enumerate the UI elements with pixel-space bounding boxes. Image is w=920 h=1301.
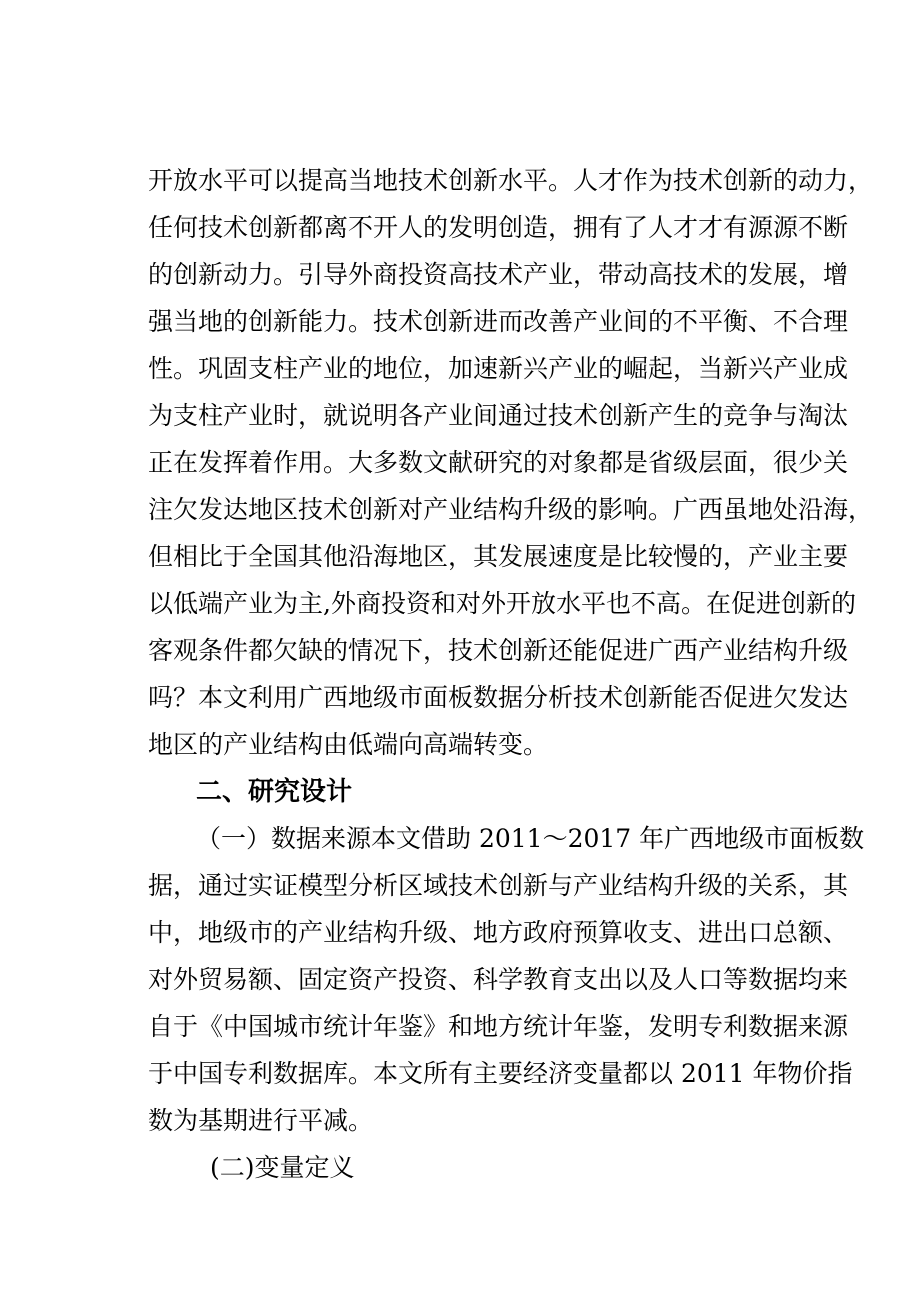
body-text-line: 中，地级市的产业结构升级、地方政府预算收支、进出口总额、: [148, 918, 849, 947]
body-text-line: 对外贸易额、固定资产投资、科学教育支出以及人口等数据均来: [148, 965, 849, 994]
body-text-line: 任何技术创新都离不开人的发明创造，拥有了人才才有源源不断: [148, 213, 849, 242]
body-text-line: 自于《中国城市统计年鉴》和地方统计年鉴，发明专利数据来源: [148, 1012, 849, 1041]
body-text-line: 强当地的创新能力。技术创新进而改善产业间的不平衡、不合理: [148, 307, 849, 336]
body-text-line: 吗？本文利用广西地级市面板数据分析技术创新能否促进欠发达: [148, 683, 849, 712]
body-text-line: 注欠发达地区技术创新对产业结构升级的影响。广西虽地处沿海，: [148, 495, 874, 524]
body-text-line: 正在发挥着作用。大多数文献研究的对象都是省级层面，很少关: [148, 448, 849, 477]
body-text-line: 但相比于全国其他沿海地区，其发展速度是比较慢的，产业主要: [148, 542, 849, 571]
section-heading: 二、研究设计: [196, 777, 353, 807]
body-text-line: 开放水平可以提高当地技术创新水平。人才作为技术创新的动力，: [148, 166, 874, 195]
body-text-line: 据，通过实证模型分析区域技术创新与产业结构升级的关系，其: [148, 871, 849, 900]
body-text-line: 地区的产业结构由低端向高端转变。: [148, 730, 549, 759]
paragraph-first-line: （一）数据来源本文借助 2011～2017 年广西地级市面板数: [196, 824, 865, 853]
body-text-line: 的创新动力。引导外商投资高技术产业，带动高技术的发展，增: [148, 260, 849, 289]
body-text-line: 于中国专利数据库。本文所有主要经济变量都以 2011 年物价指: [148, 1059, 853, 1088]
body-text-line: 数为基期进行平减。: [148, 1106, 374, 1135]
subsection-heading: (二)变量定义: [210, 1153, 355, 1182]
body-text-line: 性。巩固支柱产业的地位，加速新兴产业的崛起，当新兴产业成: [148, 354, 849, 383]
body-text-line: 以低端产业为主,外商投资和对外开放水平也不高。在促进创新的: [148, 589, 856, 618]
body-text-line: 客观条件都欠缺的情况下，技术创新还能促进广西产业结构升级: [148, 636, 849, 665]
body-text-line: 为支柱产业时，就说明各产业间通过技术创新产生的竞争与淘汰: [148, 401, 849, 430]
